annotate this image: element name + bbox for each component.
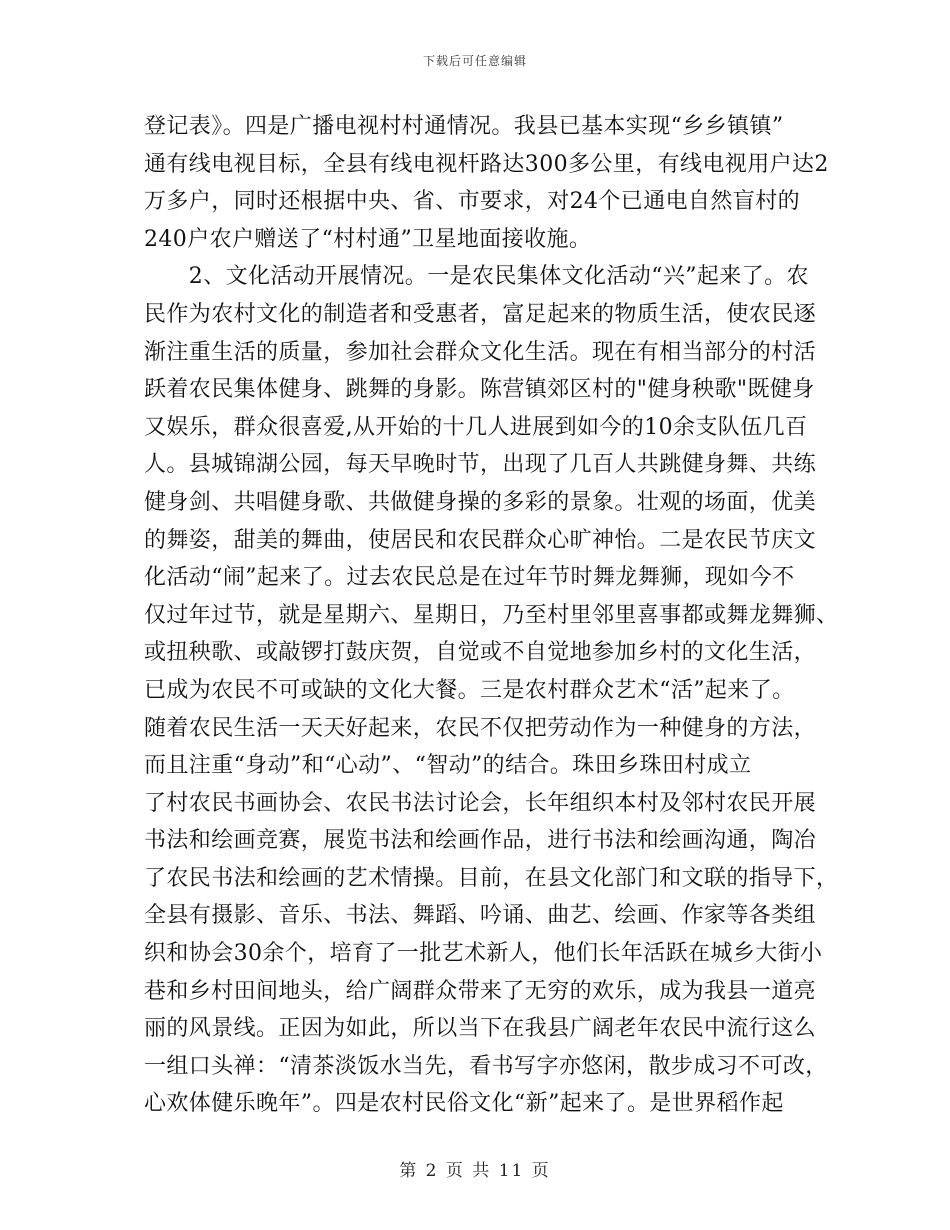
text-line: 人。县城锦湖公园，每天早晚时节，出现了几百人共跳健身舞、共练 xyxy=(144,452,817,478)
text-line: 丽的风景线。正因为如此，所以当下在我县广阔老年农民中流行这么 xyxy=(144,1016,817,1042)
text-line: 健身剑、共唱健身歌、共做健身操的多彩的景象。壮观的场面，优美 xyxy=(144,489,817,515)
text-line: 又娱乐，群众很喜爱,从开始的十几人进展到如今的10余支队伍几百 xyxy=(144,414,808,440)
text-line: 织和协会30余个，培育了一批艺术新人，他们长年活跃在城乡大街小 xyxy=(144,941,823,967)
text-line: 民作为农村文化的制造者和受惠者，富足起来的物质生活，使农民逐 xyxy=(144,301,817,327)
text-line: 或扭秧歌、或敲锣打鼓庆贺，自觉或不自觉地参加乡村的文化生活， xyxy=(144,640,817,666)
text-line: 登记表》。四是广播电视村村通情况。我县已基本实现“乡乡镇镇” xyxy=(144,114,784,139)
text-line: 全县有摄影、音乐、书法、舞蹈、吟诵、曲艺、绘画、作家等各类组 xyxy=(144,903,817,929)
text-line: 已成为农民不可或缺的文化大餐。三是农村群众艺术“活”起来了。 xyxy=(144,677,795,703)
text-line: 了村农民书画协会、农民书法讨论会，长年组织本村及邻村农民开展 xyxy=(144,790,817,816)
text-line: 巷和乡村田间地头，给广阔群众带来了无穷的欢乐，成为我县一道亮 xyxy=(144,978,817,1004)
text-line: 了农民书法和绘画的艺术情操。目前，在县文化部门和文联的指导下， xyxy=(144,865,839,891)
text-line: 化活动“闹”起来了。过去农民总是在过年节时舞龙舞狮，现如今不 xyxy=(144,565,795,591)
text-line: 一组口头禅：“清茶淡饭水当先，看书写字亦悠闲，散步成习不可改， xyxy=(144,1053,828,1079)
text-line: 渐注重生活的质量，参加社会群众文化生活。现在有相当部分的村活 xyxy=(144,339,817,365)
text-line: 跃着农民集体健身、跳舞的身影。陈营镇郊区村的"健身秧歌"既健身 xyxy=(144,377,815,403)
text-line: 通有线电视目标，全县有线电视杆路达300多公里，有线电视用户达2 xyxy=(144,151,829,177)
body-text xyxy=(144,108,839,1123)
text-line: 2、文化活动开展情况。一是农民集体文化活动“兴”起来了。农 xyxy=(144,264,809,290)
text-line: 书法和绘画竞赛，展览书法和绘画作品，进行书法和绘画沟通，陶冶 xyxy=(144,828,817,854)
text-line: 的舞姿，甜美的舞曲，使居民和农民群众心旷神怡。二是农民节庆文 xyxy=(144,527,817,553)
text-line: 心欢体健乐晚年”。四是农村民俗文化“新”起来了。是世界稻作起 xyxy=(144,1091,784,1117)
text-line: 万多户，同时还根据中央、省、市要求，对24个已通电自然盲村的 xyxy=(144,189,800,215)
text-line: 240户农户赠送了“村村通”卫星地面接收施。 xyxy=(144,226,592,252)
text-line: 而且注重“身动”和“心动”、“智动”的结合。珠田乡珠田村成立 xyxy=(144,753,752,779)
text-line: 仅过年过节，就是星期六、星期日，乃至村里邻里喜事都或舞龙舞狮、 xyxy=(144,602,839,628)
text-line: 随着农民生活一天天好起来，农民不仅把劳动作为一种健身的方法， xyxy=(144,715,817,741)
page-number: 第 2 页 共 11 页 xyxy=(399,1161,551,1181)
page-header-note: 下载后可任意编辑 xyxy=(422,54,527,68)
